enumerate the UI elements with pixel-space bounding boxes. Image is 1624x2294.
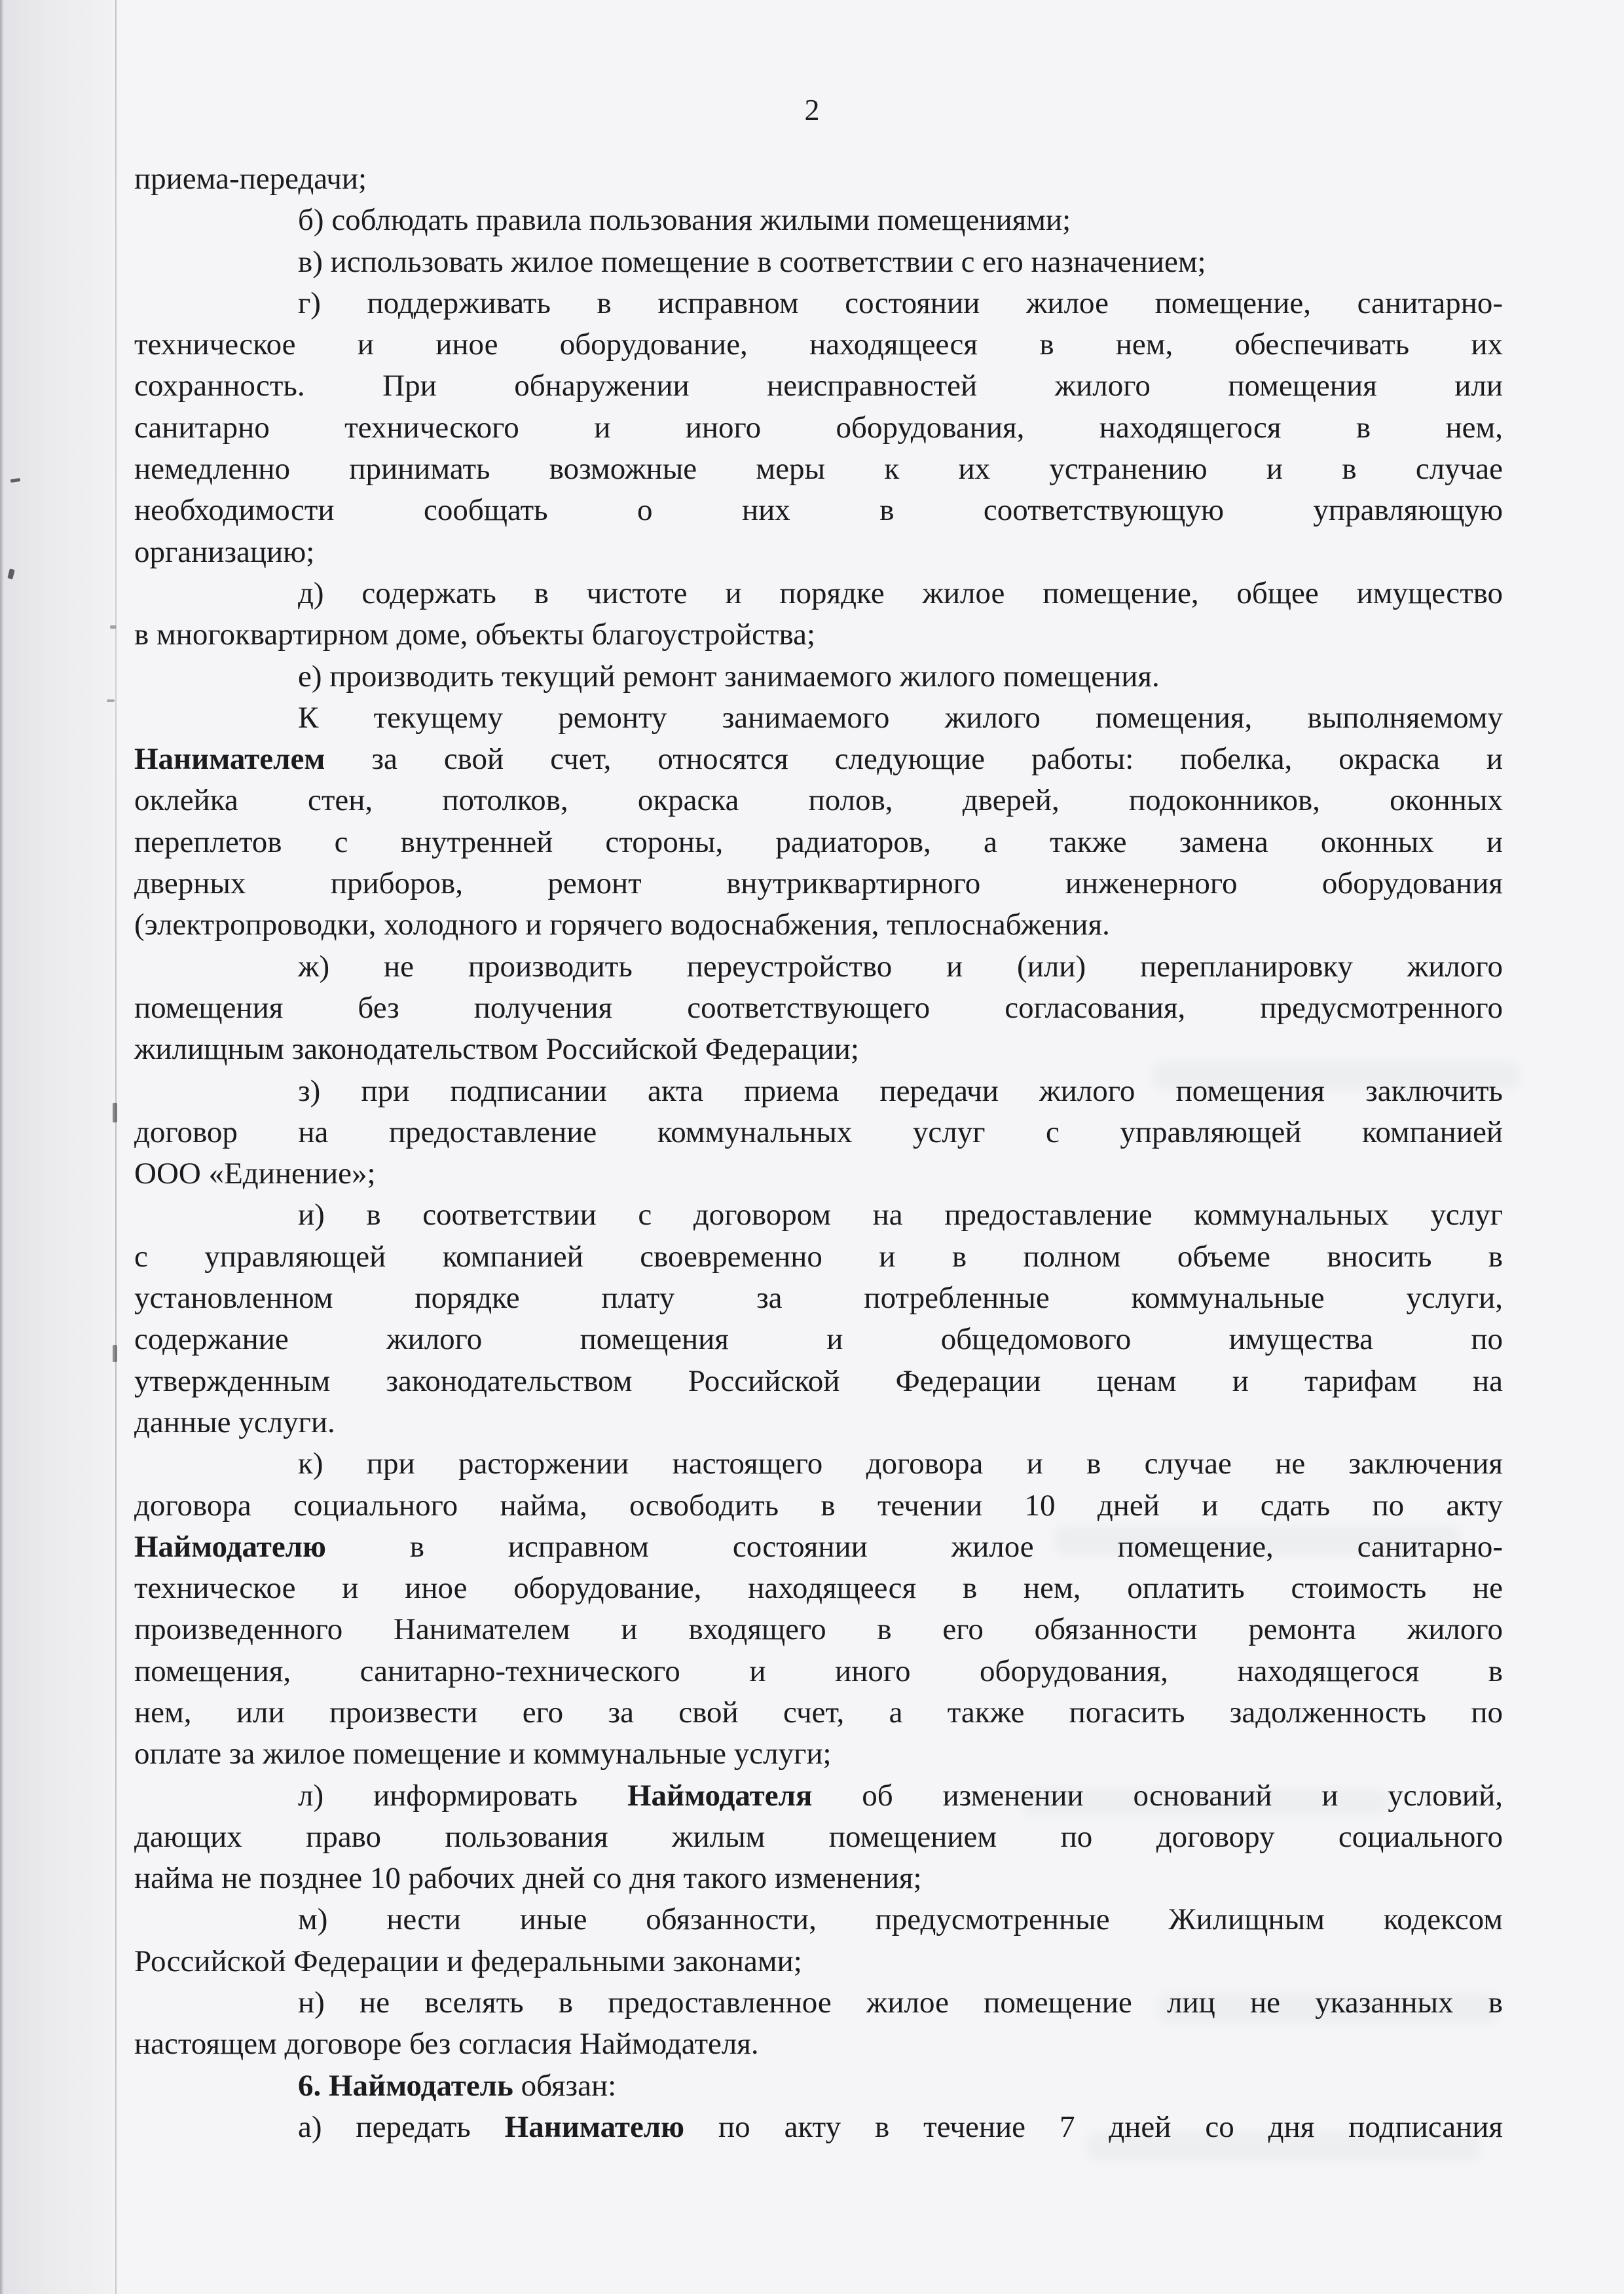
text-line: н) не вселять в предоставленное жилое помещение лиц не указанных в: [298, 1986, 1503, 2020]
text-line: в) использовать жилое помещение в соответствии с его назначением;: [298, 244, 1206, 279]
text-line: м) нести иные обязанности, предусмотренные Жилищным кодексом: [298, 1902, 1503, 1937]
scan-speck: [110, 625, 116, 629]
text-line: договора социального найма, освободить в течении 10 дней и сдать по акту: [134, 1488, 1503, 1523]
text-line: в многоквартирном доме, объекты благоустройства;: [134, 618, 816, 652]
text-line: и) в соответствии с договором на предоставление коммунальных услуг: [298, 1198, 1503, 1232]
text-line: оклейка стен, потолков, окраска полов, дверей, подоконников, оконных: [134, 783, 1503, 818]
document-body: [134, 158, 1503, 2148]
text-line: ООО «Единение»;: [134, 1156, 376, 1191]
text-line: к) при расторжении настоящего договора и в случае не заключения: [298, 1447, 1503, 1481]
scan-speck: [113, 1103, 117, 1122]
text-line: нем, или произвести его за свой счет, а также погасить задолженность по: [134, 1695, 1503, 1730]
text-line: Российской Федерации и федеральными законами;: [134, 1944, 802, 1978]
text-line: з) при подписании акта приема передачи жилого помещения заключить: [298, 1073, 1503, 1108]
text-line: санитарно технического и иного оборудования, находящегося в нем,: [134, 410, 1503, 445]
text-line: дверных приборов, ремонт внутриквартирного инженерного оборудования: [134, 866, 1503, 901]
text-line: г) поддерживать в исправном состоянии жилое помещение, санитарно-: [298, 286, 1503, 320]
text-line: б) соблюдать правила пользования жилыми помещениями;: [298, 203, 1071, 238]
text-line: произведенного Нанимателем и входящего в его обязанности ремонта жилого: [134, 1612, 1503, 1647]
text-line: д) содержать в чистоте и порядке жилое помещение, общее имущество: [298, 576, 1503, 610]
text-line: настоящем договоре без согласия Наймодателя.: [134, 2027, 759, 2062]
text-line: Наймодателю в исправном состоянии жилое помещение, санитарно-: [134, 1529, 1503, 1564]
text-line: (электропроводки, холодного и горячего водоснабжения, теплоснабжения.: [134, 908, 1110, 942]
text-line: договор на предоставление коммунальных услуг с управляющей компанией: [134, 1115, 1503, 1149]
text-line: жилищным законодательством Российской Федерации;: [134, 1032, 859, 1067]
text-line: К текущему ремонту занимаемого жилого помещения, выполняемому: [298, 700, 1503, 735]
text-line: техническое и иное оборудование, находящееся в нем, обеспечивать их: [134, 327, 1503, 362]
text-line: установленном порядке плату за потребленные коммунальные услуги,: [134, 1281, 1503, 1316]
text-line: утвержденным законодательством Российской Федерации ценам и тарифам на: [134, 1363, 1503, 1398]
text-line: данные услуги.: [134, 1405, 335, 1439]
text-line: ж) не производить переустройство и (или) перепланировку жилого: [298, 949, 1503, 984]
text-line: переплетов с внутренней стороны, радиаторов, а также замена оконных и: [134, 824, 1503, 859]
text-line: с управляющей компанией своевременно и в полном объеме вносить в: [134, 1239, 1503, 1274]
text-line: необходимости сообщать о них в соответствующую управляющую: [134, 493, 1503, 528]
text-line: немедленно принимать возможные меры к их устранению и в случае: [134, 452, 1503, 487]
text-line: найма не позднее 10 рабочих дней со дня такого изменения;: [134, 1861, 922, 1896]
text-line: помещения без получения соответствующего согласования, предусмотренного: [134, 990, 1503, 1025]
text-line: организацию;: [134, 534, 315, 569]
text-line: е) производить текущий ремонт занимаемого жилого помещения.: [298, 659, 1160, 694]
text-line: оплате за жилое помещение и коммунальные услуги;: [134, 1737, 832, 1771]
scan-left-shade: [0, 0, 117, 2294]
text-line: приема-передачи;: [134, 162, 367, 196]
scan-speck: [107, 699, 115, 702]
text-line: техническое и иное оборудование, находящееся в нем, оплатить стоимость не: [134, 1571, 1503, 1606]
page-number: 2: [804, 93, 820, 126]
text-line: сохранность. При обнаружении неисправностей жилого помещения или: [134, 369, 1503, 403]
text-line: а) передать Нанимателю по акту в течение 7 дней со дня подписания: [298, 2109, 1503, 2144]
text-line: содержание жилого помещения и общедомового имущества по: [134, 1322, 1503, 1357]
text-line: 6. Наймодатель обязан:: [298, 2068, 617, 2103]
text-line: помещения, санитарно-технического и иного оборудования, находящегося в: [134, 1654, 1503, 1688]
page-fold-line: [115, 0, 117, 2294]
text-line: л) информировать Наймодателя об изменении оснований и условий,: [298, 1778, 1503, 1813]
text-line: дающих право пользования жилым помещением по договору социального: [134, 1819, 1503, 1854]
text-line: Нанимателем за свой счет, относятся следующие работы: побелка, окраска и: [134, 742, 1503, 777]
scan-speck: [113, 1345, 117, 1362]
scan-edge-shadow: [0, 0, 4, 2294]
